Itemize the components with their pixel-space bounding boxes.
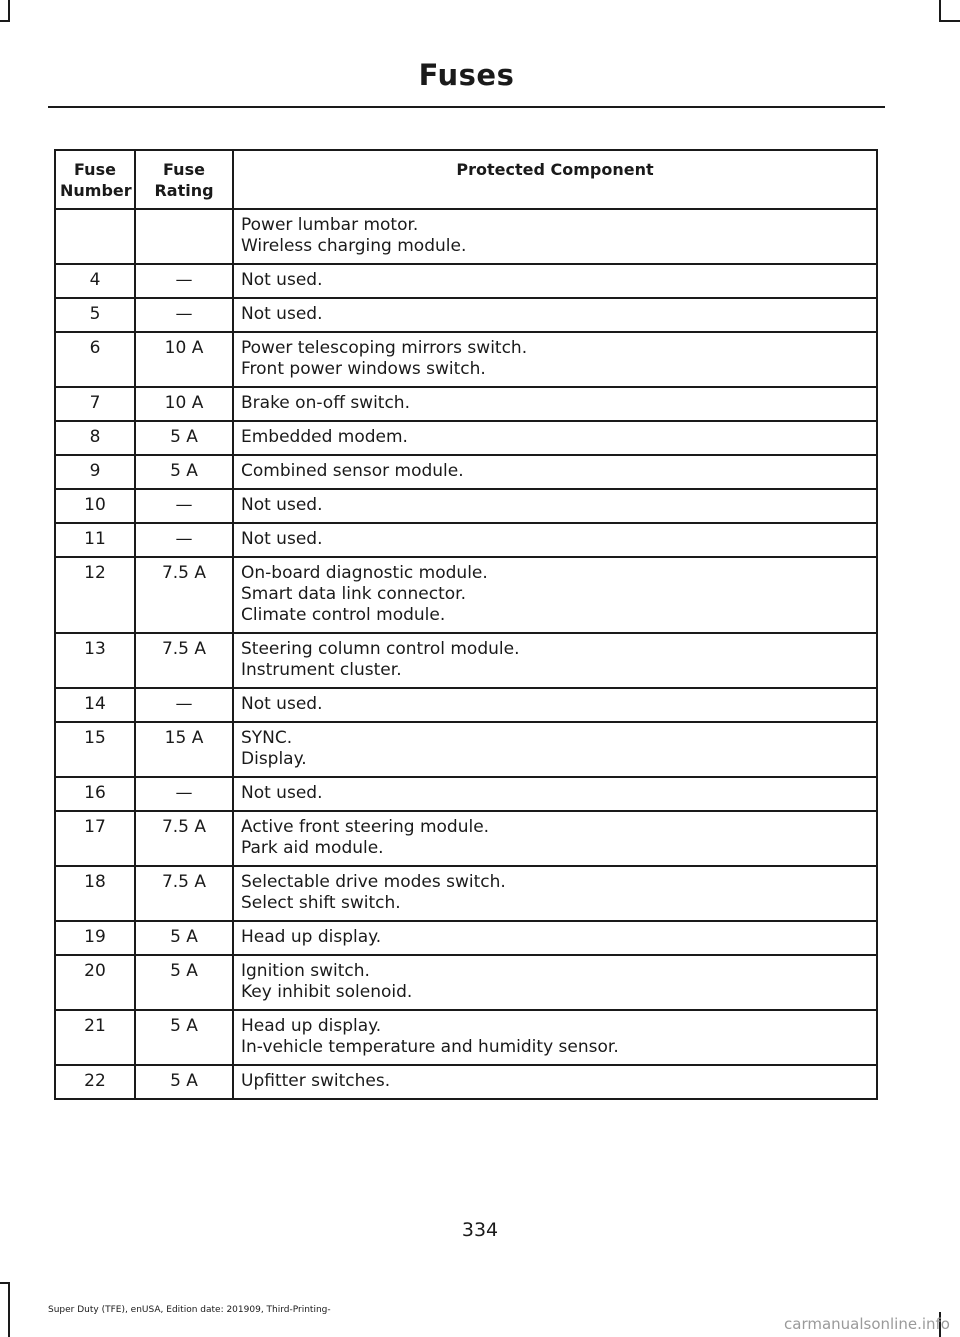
fuse-number-cell: 8 [55, 421, 135, 455]
watermark: carmanualsonline.info [784, 1315, 950, 1333]
column-header-fuse-rating [135, 150, 233, 209]
component-text: Instrument cluster. [241, 660, 402, 680]
header-text: Protected Component [456, 160, 654, 179]
fuse-number-cell: 12 [55, 557, 135, 633]
title-divider [48, 106, 885, 108]
table-row [55, 1065, 877, 1099]
table-row [55, 489, 877, 523]
header-text: Number [60, 181, 132, 200]
component-text: Ignition switch. [241, 961, 370, 981]
table-row [55, 921, 877, 955]
component-text: Selectable drive modes switch. [241, 872, 506, 892]
protected-component-cell [233, 489, 877, 523]
component-text: Front power windows switch. [241, 359, 486, 379]
component-text: Wireless charging module. [241, 236, 467, 256]
protected-component-cell [233, 1065, 877, 1099]
component-text: Not used. [241, 304, 323, 324]
protected-component-cell [233, 921, 877, 955]
fuse-rating-cell: — [135, 523, 233, 557]
fuse-number-cell: 14 [55, 688, 135, 722]
table-row [55, 811, 877, 866]
protected-component-cell [233, 633, 877, 688]
table-row [55, 209, 877, 264]
fuse-rating-cell: 7.5 A [135, 866, 233, 921]
fuse-rating-cell: 10 A [135, 332, 233, 387]
crop-mark [0, 20, 10, 22]
fuse-number-cell: 16 [55, 777, 135, 811]
table-row [55, 777, 877, 811]
component-text: Head up display. [241, 927, 382, 947]
fuse-rating-cell: 7.5 A [135, 557, 233, 633]
component-text: SYNC. [241, 728, 293, 748]
protected-component-cell [233, 332, 877, 387]
fuse-rating-cell: 5 A [135, 921, 233, 955]
fuse-number-cell: 7 [55, 387, 135, 421]
protected-component-cell [233, 688, 877, 722]
protected-component-cell [233, 298, 877, 332]
crop-mark [0, 1282, 10, 1284]
protected-component-cell [233, 264, 877, 298]
crop-mark [939, 20, 960, 22]
component-text: Steering column control module. [241, 639, 520, 659]
table-row [55, 1010, 877, 1065]
protected-component-cell [233, 722, 877, 777]
crop-mark [8, 1282, 10, 1337]
component-text: Embedded modem. [241, 427, 408, 447]
component-text: Key inhibit solenoid. [241, 982, 413, 1002]
component-text: Park aid module. [241, 838, 384, 858]
protected-component-cell [233, 455, 877, 489]
table-row [55, 866, 877, 921]
component-text: Select shift switch. [241, 893, 401, 913]
fuse-number-cell [55, 209, 135, 264]
fuse-number-cell: 6 [55, 332, 135, 387]
table-row [55, 421, 877, 455]
fuse-rating-cell: — [135, 489, 233, 523]
table-row [55, 264, 877, 298]
component-text: Not used. [241, 694, 323, 714]
page-title: Fuses [418, 58, 515, 92]
component-text: On-board diagnostic module. [241, 563, 488, 583]
fuse-rating-cell: — [135, 688, 233, 722]
fuse-rating-cell: 5 A [135, 455, 233, 489]
fuse-number-cell: 20 [55, 955, 135, 1010]
fuse-number-cell: 5 [55, 298, 135, 332]
component-text: Power telescoping mirrors switch. [241, 338, 528, 358]
page-number: 334 [461, 1219, 499, 1241]
table-body [55, 209, 877, 1099]
protected-component-cell [233, 557, 877, 633]
fuse-rating-cell: 5 A [135, 1065, 233, 1099]
column-header-protected-component [233, 150, 877, 209]
column-header-fuse-number [55, 150, 135, 209]
table-row [55, 722, 877, 777]
component-text: Not used. [241, 270, 323, 290]
table-row [55, 688, 877, 722]
table-header-row [55, 150, 877, 209]
fuse-number-cell: 18 [55, 866, 135, 921]
crop-mark [939, 0, 941, 20]
component-text: Active front steering module. [241, 817, 490, 837]
fuse-number-cell: 21 [55, 1010, 135, 1065]
table-row [55, 955, 877, 1010]
fuse-rating-cell [135, 209, 233, 264]
component-text: Display. [241, 749, 307, 769]
table-row [55, 387, 877, 421]
fuse-rating-cell: 7.5 A [135, 811, 233, 866]
fuse-number-cell: 15 [55, 722, 135, 777]
component-text: Power lumbar motor. [241, 215, 419, 235]
table-row [55, 523, 877, 557]
table-row [55, 633, 877, 688]
component-text: Brake on-off switch. [241, 393, 410, 413]
header-text: Rating [154, 181, 214, 200]
component-text: In-vehicle temperature and humidity sensor. [241, 1037, 619, 1057]
protected-component-cell [233, 523, 877, 557]
protected-component-cell [233, 811, 877, 866]
fuse-rating-cell: — [135, 777, 233, 811]
component-text: Not used. [241, 529, 323, 549]
fuse-number-cell: 22 [55, 1065, 135, 1099]
table-row [55, 332, 877, 387]
fuse-number-cell: 17 [55, 811, 135, 866]
protected-component-cell [233, 1010, 877, 1065]
fuse-table [54, 149, 878, 1100]
table-row [55, 455, 877, 489]
protected-component-cell [233, 387, 877, 421]
protected-component-cell [233, 955, 877, 1010]
table-row [55, 298, 877, 332]
fuse-rating-cell: 5 A [135, 421, 233, 455]
protected-component-cell [233, 421, 877, 455]
fuse-rating-cell: 7.5 A [135, 633, 233, 688]
protected-component-cell [233, 777, 877, 811]
fuse-rating-cell: 5 A [135, 1010, 233, 1065]
component-text: Combined sensor module. [241, 461, 464, 481]
header-text: Fuse [163, 160, 205, 179]
fuse-number-cell: 13 [55, 633, 135, 688]
protected-component-cell [233, 209, 877, 264]
header-text: Fuse [74, 160, 116, 179]
component-text: Smart data link connector. [241, 584, 466, 604]
edition-footer: Super Duty (TFE), enUSA, Edition date: 201909, Third-Printing- [48, 1305, 331, 1315]
component-text: Not used. [241, 495, 323, 515]
component-text: Climate control module. [241, 605, 446, 625]
fuse-rating-cell: 15 A [135, 722, 233, 777]
component-text: Not used. [241, 783, 323, 803]
fuse-number-cell: 9 [55, 455, 135, 489]
fuse-number-cell: 19 [55, 921, 135, 955]
fuse-number-cell: 11 [55, 523, 135, 557]
fuse-number-cell: 4 [55, 264, 135, 298]
component-text: Upfitter switches. [241, 1071, 391, 1091]
fuse-number-cell: 10 [55, 489, 135, 523]
fuse-rating-cell: 10 A [135, 387, 233, 421]
fuse-rating-cell: — [135, 298, 233, 332]
component-text: Head up display. [241, 1016, 382, 1036]
table-row [55, 557, 877, 633]
fuse-rating-cell: — [135, 264, 233, 298]
fuse-rating-cell: 5 A [135, 955, 233, 1010]
protected-component-cell [233, 866, 877, 921]
crop-mark [8, 0, 10, 20]
